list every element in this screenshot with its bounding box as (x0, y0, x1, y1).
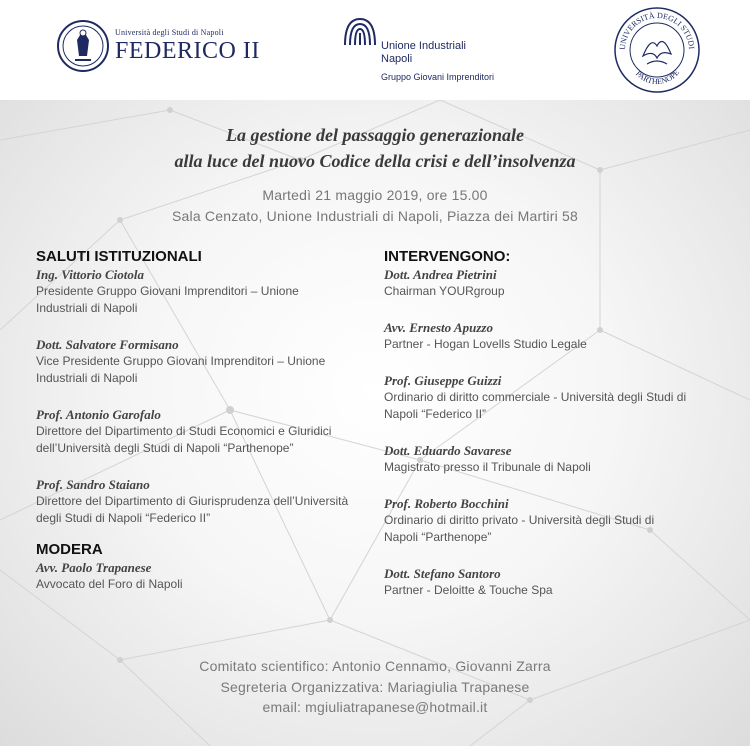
person-role: Vice Presidente Gruppo Giovani Imprenditori – Unione (36, 354, 326, 368)
intervengono-column (384, 248, 744, 618)
header (0, 0, 750, 100)
event-title-line1: La gestione del passaggio generazionale (226, 125, 524, 145)
speaker (384, 372, 744, 423)
event-title-line2: alla luce del nuovo Codice della crisi e dell’insolvenza (174, 151, 576, 171)
speaker-role: Partner - Hogan Lovells Studio Legale (384, 337, 587, 351)
speaker (384, 319, 744, 353)
parthenope-ring-top: UNIVERSITÀ DEGLI STUDI (617, 10, 697, 51)
person-role: Direttore del Dipartimento di Giurisprudenza dell’Università (36, 494, 349, 508)
speaker-role: Napoli “Parthenope” (384, 530, 492, 544)
event-venue: Sala Cenzato, Unione Industriali di Napoli, Piazza dei Martiri 58 (172, 208, 578, 224)
speaker (384, 495, 744, 546)
moderator-role: Avvocato del Foro di Napoli (36, 577, 183, 591)
unione-arches-icon (343, 15, 377, 49)
university-seal-icon (57, 16, 113, 76)
speaker-name: Dott. Stefano Santoro (384, 566, 501, 581)
comitato-scientifico: Comitato scientifico: Antonio Cennamo, Giovanni Zarra (199, 658, 551, 674)
speaker-name: Prof. Roberto Bocchini (384, 496, 509, 511)
unione-subtitle: Gruppo Giovani Imprenditori (381, 72, 495, 82)
unione-name-line1: Unione Industriali (381, 40, 466, 52)
speaker-role: Ordinario di diritto commerciale - Università degli Studi di (384, 390, 687, 404)
speaker-role: Napoli “Federico II” (384, 407, 487, 421)
saluti-person (36, 336, 366, 387)
contact-email: email: mgiuliatrapanese@hotmail.it (262, 699, 488, 715)
speaker-role: Magistrato presso il Tribunale di Napoli (384, 460, 591, 474)
event-date: Martedì 21 maggio 2019, ore 15.00 (262, 187, 488, 203)
saluti-person (36, 406, 366, 457)
unione-name-line2: Napoli (381, 53, 413, 65)
parthenope-logo (613, 6, 701, 94)
speaker (384, 442, 744, 476)
saluti-person (36, 266, 366, 317)
speaker (384, 266, 744, 300)
person-role: Industriali di Napoli (36, 371, 138, 385)
federico-small-text: Università degli Studi di Napoli (115, 28, 224, 37)
person-name: Ing. Vittorio Ciotola (36, 267, 145, 282)
saluti-heading: SALUTI ISTITUZIONALI (36, 248, 202, 265)
person-name: Prof. Antonio Garofalo (36, 407, 161, 422)
person-name: Dott. Salvatore Formisano (36, 337, 179, 352)
speaker-role: Ordinario di diritto privato - Università degli Studi di (384, 513, 655, 527)
parthenope-seal-icon (613, 6, 701, 94)
saluti-person (36, 476, 366, 527)
federico-big-text: FEDERICO II (115, 38, 260, 64)
speaker-name: Dott. Eduardo Savarese (384, 443, 512, 458)
speaker-role: Chairman YOURgroup (384, 284, 505, 298)
speaker-name: Prof. Giuseppe Guizzi (384, 373, 502, 388)
person-role: degli Studi di Napoli “Federico II” (36, 511, 211, 525)
modera-heading: MODERA (36, 541, 103, 558)
speaker-name: Dott. Andrea Pietrini (384, 267, 497, 282)
person-role: Direttore del Dipartimento di Studi Economici e Giuridici (36, 424, 332, 438)
unione-industriali-logo (343, 13, 523, 88)
moderator (36, 559, 366, 593)
speaker-role: Partner - Deloitte & Touche Spa (384, 583, 553, 597)
parthenope-ring-bottom: PARTHENOPE (633, 67, 682, 87)
segreteria-organizzativa: Segreteria Organizzativa: Mariagiulia Trapanese (220, 679, 530, 695)
federico-ii-logo (57, 16, 260, 80)
speaker-name: Avv. Ernesto Apuzzo (384, 320, 493, 335)
moderator-name: Avv. Paolo Trapanese (36, 560, 152, 575)
person-role: Presidente Gruppo Giovani Imprenditori – Unione (36, 284, 299, 298)
intervengono-heading: INTERVENGONO: (384, 248, 511, 265)
person-role: Industriali di Napoli (36, 301, 138, 315)
person-role: dell’Università degli Studi di Napoli “Parthenope” (36, 441, 294, 455)
saluti-column (36, 248, 366, 612)
person-name: Prof. Sandro Staiano (36, 477, 150, 492)
speaker (384, 565, 744, 599)
